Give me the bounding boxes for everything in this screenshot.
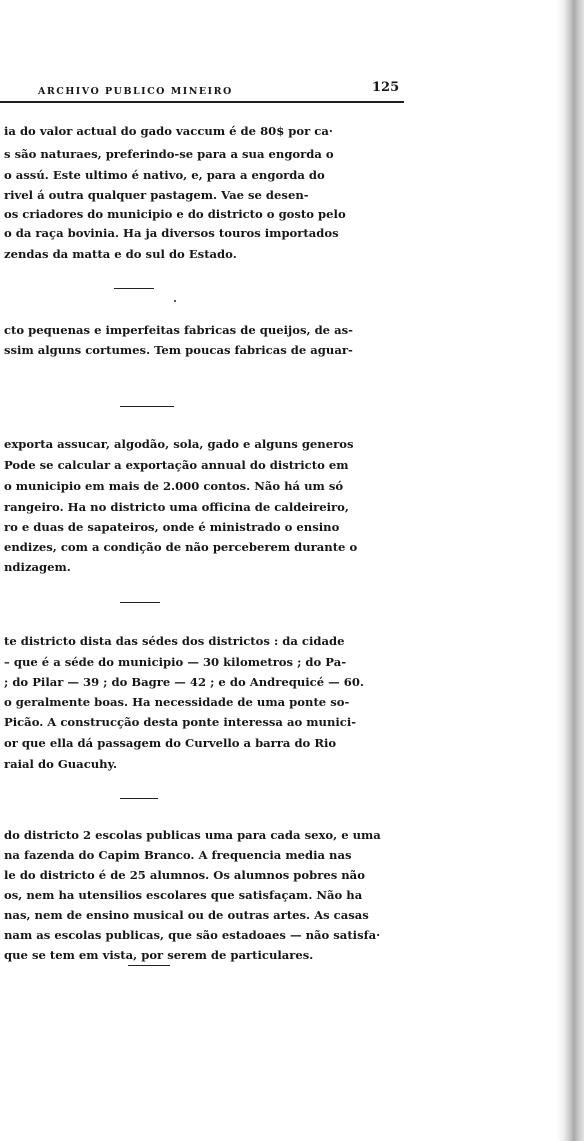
text-line: le do districto é de 25 alumnos. Os alumnos pobres não bbox=[4, 868, 365, 882]
text-line: ssim alguns cortumes. Tem poucas fabricas de aguar- bbox=[4, 343, 353, 357]
page-number: 125 bbox=[372, 80, 400, 95]
text-line: endizes, com a condição de não perceberem durante o bbox=[4, 540, 358, 554]
text-line: Picão. A construcção desta ponte interessa ao munici- bbox=[4, 715, 357, 729]
text-line: que se tem em vista, por serem de particulares. bbox=[4, 948, 314, 962]
text-line: s são naturaes, preferindo-se para a sua engorda o bbox=[4, 147, 334, 161]
running-head: ARCHIVO PUBLICO MINEIRO bbox=[38, 86, 233, 97]
section-separator bbox=[114, 288, 154, 289]
text-line: o assú. Este ultimo é nativo, e, para a engorda do bbox=[4, 168, 325, 182]
text-line: os criadores do municipio e do districto o gosto pelo bbox=[4, 207, 346, 221]
text-line: ia do valor actual do gado vaccum é de 80$ por ca· bbox=[4, 124, 333, 138]
text-line: ; do Pilar — 39 ; do Bagre — 42 ; e do Andrequicé — 60. bbox=[4, 675, 364, 689]
text-line: – que é a séde do municipio — 30 kilometros ; do Pa- bbox=[4, 655, 347, 669]
section-separator bbox=[128, 965, 170, 966]
text-line: do districto 2 escolas publicas uma para cada sexo, e uma bbox=[4, 828, 381, 842]
text-line: zendas da matta e do sul do Estado. bbox=[4, 247, 237, 261]
text-line: os, nem ha utensilios escolares que satisfaçam. Não ha bbox=[4, 888, 363, 902]
section-separator bbox=[120, 602, 160, 603]
text-line: rangeiro. Ha no districto uma officina de caldeireiro, bbox=[4, 500, 349, 514]
text-line: raial do Guacuhy. bbox=[4, 757, 118, 771]
text-line: o geralmente boas. Ha necessidade de uma ponte so- bbox=[4, 695, 350, 709]
text-line: nam as escolas publicas, que são estadoaes — não satisfa· bbox=[4, 928, 381, 942]
text-line: rivel á outra qualquer pastagem. Vae se desen- bbox=[4, 188, 309, 202]
header-rule bbox=[0, 101, 404, 103]
text-line: te districto dista das sédes dos districtos : da cidade bbox=[4, 634, 345, 648]
text-line: cto pequenas e imperfeitas fabricas de queijos, de as- bbox=[4, 323, 353, 337]
print-speck bbox=[174, 300, 176, 302]
text-line: Pode se calcular a exportação annual do districto em bbox=[4, 458, 349, 472]
text-line: or que ella dá passagem do Curvello a barra do Rio bbox=[4, 736, 337, 750]
text-line: o da raça bovinia. Ha ja diversos touros importados bbox=[4, 226, 339, 240]
section-separator bbox=[120, 406, 174, 407]
page-header bbox=[0, 80, 410, 102]
text-line: nas, nem de ensino musical ou de outras artes. As casas bbox=[4, 908, 369, 922]
text-line: na fazenda do Capim Branco. A frequencia media nas bbox=[4, 848, 352, 862]
text-line: ndizagem. bbox=[4, 560, 71, 574]
book-gutter-shadow bbox=[538, 0, 584, 1141]
text-line: ro e duas de sapateiros, onde é ministrado o ensino bbox=[4, 520, 340, 534]
text-line: exporta assucar, algodão, sola, gado e alguns generos bbox=[4, 437, 354, 451]
section-separator bbox=[120, 798, 158, 799]
text-line: o municipio em mais de 2.000 contos. Não há um só bbox=[4, 479, 344, 493]
